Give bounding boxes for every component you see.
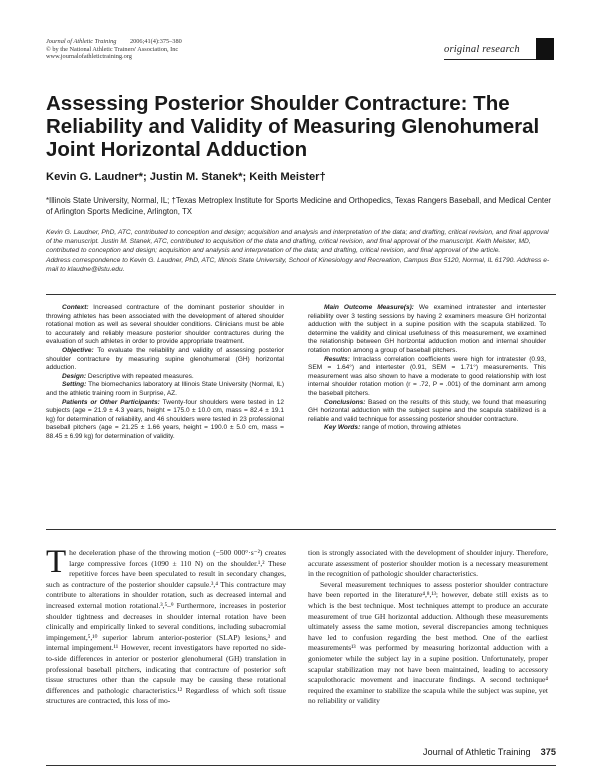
body-text: he deceleration phase of the throwing motion (−500 000°·s⁻²) creates large compressive forces (1090 ± 110 N) on the shoulder.¹,² These repetitive forces have been speculated to result in secondary changes, such as contracture of the posterior shoulder capsule.³,⁴ This contracture may contribute to alterations in shoulder rotation, such as decreased internal and increased external motion rotational.³,⁵–⁹ Furthermore, increases in posterior shoulder tightness and decreases in shoulder internal rotation have been clinically and empirically linked to several conditions, including subacromial impingement,⁵,¹⁰ superior labrum anterior-posterior (SLAP) lesions,³ and internal impingement.¹¹ However, recent investigators have reported no side-to-side differences in anterior or posterior glenohumeral (GH) translation in professional baseball pitchers, indicating that contracture of posterior soft tissue structures other than the capsule may be causing these rotational differences and pathologic characteristics.¹² Regardless of which soft tissue structures are contracted, this loss of mo- bbox=[46, 548, 286, 706]
abstract-objective bbox=[46, 347, 284, 373]
abstract-keywords bbox=[308, 424, 546, 433]
conclusions-text: Based on the results of this study, we found that measuring GH horizontal adduction with the subject supine and the scapula stabilized is a reliable and valid technique for assessing posterior shoulder contracture. bbox=[308, 398, 546, 423]
author-contributions: Kevin G. Laudner, PhD, ATC, contributed to conception and design; acquisition and analysis and interpretation of the data; and drafting, critical revision, and final approval of the manuscript. Justin M. Stanek, ATC, contributed to acquisition of the data and drafting, critical revision, and final approval of the manuscript. Keith Meister, MD, contributed to conception and design; acquisition and analysis and interpretation of the data; and drafting, critical revision, and final approval of the article. bbox=[46, 229, 549, 255]
section-label: original research bbox=[444, 38, 536, 60]
article-title: Assessing Posterior Shoulder Contracture: The Reliability and Validity of Measuring Glenohumeral Joint Horizontal Adduction bbox=[46, 92, 540, 161]
abstract-patients bbox=[46, 399, 284, 442]
patients-text: Twenty-four shoulders were tested in 12 subjects (age = 21.9 ± 4.3 years, height = 175.0 ± 10.0 cm, mass = 82.4 ± 19.1 kg) for determination of reliability, and 46 shoulders were tested in 23 professional baseball pitchers (age = 21.25 ± 1.66 years, height = 190.0 ± 5.0 cm, mass = 88.45 ± 6.99 kg) for determination of validity. bbox=[46, 398, 285, 440]
design-text: Descriptive with repeated measures. bbox=[87, 372, 194, 380]
context-text: Increased contracture of the dominant posterior shoulder in throwing athletes has been associated with the development of altered shoulder rotational motion as well as several shoulder conditions. Clinicians must be able to accurately and reliably measure posterior shoulder contractures during the evaluation of such athletes in order to provide appropriate treatment. bbox=[46, 304, 284, 346]
footer-journal: Journal of Athletic Training bbox=[422, 747, 531, 757]
setting-text: The biomechanics laboratory at Illinois State University (Normal, IL) and the athletic training room in Surprise, AZ. bbox=[46, 381, 285, 397]
design-heading: Design: bbox=[62, 372, 87, 380]
results-text: Intraclass correlation coefficients were high for intratester (0.93, SEM = 1.64°) and intertester (0.91, SEM = 1.71°) measurements. This measurement was also shown to have a moderate to good relationship with lost internal shoulder rotation motion (r = .72, P = .001) of the dominant arm among the baseball pitchers. bbox=[308, 355, 546, 397]
article-notes bbox=[46, 228, 556, 275]
abstract-top-rule bbox=[46, 294, 556, 295]
objective-text: To evaluate the reliability and validity of assessing posterior shoulder contracture by measuring supine glenohumeral (GH) horizontal adduction. bbox=[46, 346, 284, 372]
outcome-heading: Main Outcome Measure(s): bbox=[324, 304, 414, 311]
abstract-setting bbox=[46, 381, 284, 398]
page-number: 375 bbox=[540, 747, 556, 757]
keywords-text: range of motion, throwing athletes bbox=[362, 424, 461, 432]
patients-heading: Patients or Other Participants: bbox=[62, 398, 160, 406]
body-right-column bbox=[308, 548, 548, 707]
journal-name: Journal of Athletic Training bbox=[46, 38, 117, 45]
journal-website: www.journalofathletictraining.org bbox=[46, 53, 132, 61]
outcome-text: We examined intratester and intertester reliability over 3 testing sessions by having 2 examiners measure GH horizontal adduction with the subject in a supine position with the scapula stabilized. To determine the validity and clinical usefulness of this measurement, we examined the relationship between GH horizontal adduction motion and internal shoulder rotation motion among a group of baseball pitchers. bbox=[308, 304, 546, 354]
article-affiliations: *Illinois State University, Normal, IL; †Texas Metroplex Institute for Sports Medicine and Orthopedics, Texas Rangers Baseball, and Medical Center of Arlington Sports Medicine, Arlington, TX bbox=[46, 196, 552, 216]
footer-rule bbox=[46, 765, 556, 766]
correspondence: Address correspondence to Kevin G. Laudner, PhD, ATC, Illinois State University, School of Kinesiology and Recreation, Campus Box 5120, Normal, IL 61790. Address e-mail to klaudne@ilstu.edu. bbox=[46, 257, 550, 274]
abstract-outcome bbox=[308, 304, 546, 356]
page-footer bbox=[398, 747, 556, 757]
body-paragraph: tion is strongly associated with the development of shoulder injury. Therefore, accurate assessment of posterior shoulder motion is a necessary measurement in the recognition of pathologic shoulder characteristics. bbox=[308, 548, 548, 579]
keywords-heading: Key Words: bbox=[324, 424, 361, 432]
body-paragraph: Several measurement techniques to assess posterior shoulder contracture have been reported in the literature⁴,⁸,¹³; however, debate still exists as to which is the best technique. Most techniques attempt to produce an accurate measurement of true GH horizontal adduction. Although these measurements ultimately assess the same motion, several discrepancies among techniques have led to confusion regarding the best method. One of the earliest measurements¹³ was performed by measuring horizontal adduction with a goniometer while the subject lay in a supine position. Unfortunately, proper scapular stabilization may not have been maintained, leading to accessory scapulothoracic movement and inaccurate findings. A second technique⁴ required the examiner to stabilize the scapula while the subject was supine, yet no reliability or validity bbox=[308, 579, 548, 706]
results-heading: Results: bbox=[324, 355, 350, 363]
conclusions-heading: Conclusions: bbox=[324, 398, 366, 406]
article-authors: Kevin G. Laudner*; Justin M. Stanek*; Keith Meister† bbox=[46, 171, 326, 183]
abstract-right-column bbox=[308, 304, 546, 433]
abstract-conclusions bbox=[308, 399, 546, 425]
context-heading: Context: bbox=[62, 304, 89, 311]
body-left-column bbox=[46, 544, 286, 707]
abstract-left-column bbox=[46, 304, 284, 442]
setting-heading: Setting: bbox=[62, 381, 87, 389]
drop-cap: T bbox=[46, 544, 67, 580]
journal-copyright: © by the National Athletic Trainers' Association, Inc bbox=[46, 45, 179, 53]
abstract-context bbox=[46, 304, 284, 347]
body-paragraph bbox=[46, 544, 286, 707]
abstract bbox=[46, 294, 556, 530]
abstract-design bbox=[46, 373, 284, 382]
journal-citation: 2006;41(4):375–380 bbox=[129, 38, 182, 45]
objective-heading: Objective: bbox=[62, 346, 94, 354]
section-block-marker bbox=[536, 38, 554, 60]
abstract-bottom-rule bbox=[46, 529, 556, 530]
abstract-results bbox=[308, 356, 546, 399]
journal-meta bbox=[46, 38, 306, 61]
